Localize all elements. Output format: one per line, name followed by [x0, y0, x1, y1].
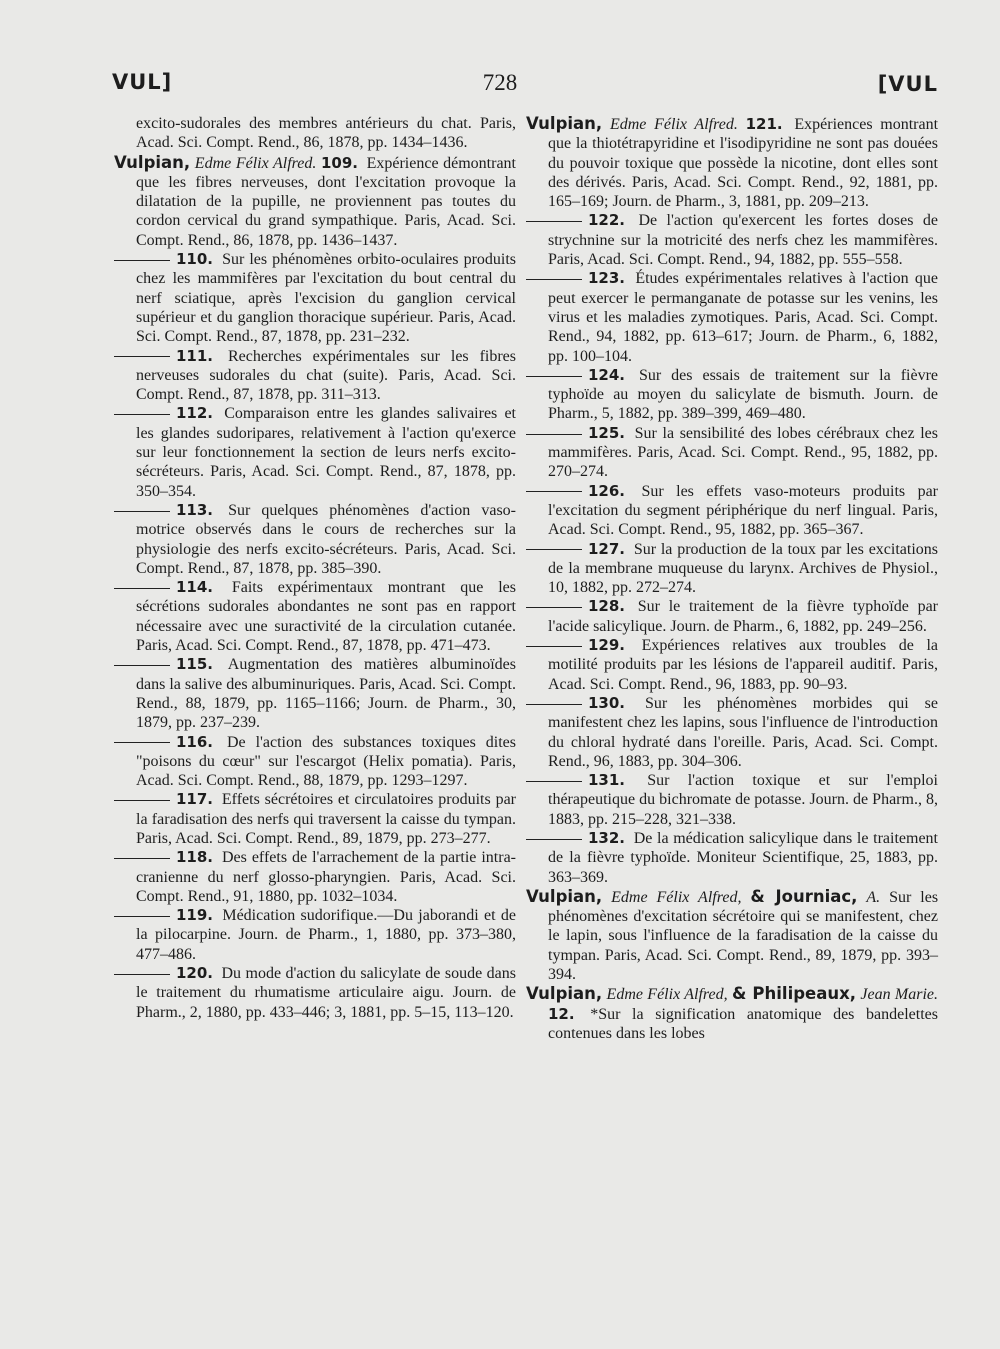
- bibliography-entry: [114, 404, 516, 500]
- entry-text: Expériences relatives aux troubles de la motilité produits par les lésions de l'appareil auditif. Paris, Acad. Sci. Compt. Rend., 96, 1883, pp. 90–93.: [548, 637, 939, 693]
- entry-text: Sur les phénomènes orbito-oculaires produits chez les mammifères par l'excitation du bout central du nerf sciatique, après l'excision du ganglion cervical supérieur et du ganglion thoracique supérieur. Paris, Acad. Sci. Compt. Rend., 87, 1878, pp. 231–232.: [136, 251, 517, 346]
- entry-number: 122.: [588, 211, 626, 230]
- page-number: 728: [482, 70, 518, 95]
- bibliography-entry: [526, 887, 938, 984]
- ditto-dash: [114, 356, 170, 357]
- entry-number: 109.: [320, 153, 358, 172]
- bibliography-entry: [526, 540, 938, 598]
- entry-text: Recherches expérimentales sur les fibres nerveuses sudorales du chat (suite). Paris, Acad. Sci. Compt. Rend., 87, 1878, pp. 311–313.: [136, 347, 517, 404]
- entry-text: De l'action qu'exercent les fortes doses de strychnine sur la motricité des nerfs chez les mammifères. Paris, Acad. Sci. Compt. Rend., 94, 1882, pp. 555–558.: [548, 212, 939, 269]
- bibliography-entry: [526, 366, 938, 424]
- ditto-dash: [526, 279, 582, 280]
- bibliography-entry: [526, 114, 938, 211]
- ditto-dash: [114, 974, 170, 975]
- bibliography-entry: [526, 424, 938, 482]
- entry-number: 124.: [588, 365, 626, 384]
- ditto-dash: [526, 376, 582, 377]
- entry-number: 125.: [588, 423, 626, 442]
- entry-text: Faits expérimentaux montrant que les sécrétions sudorales abondantes ne sont pas en rapport nécessaire avec une suractivité de la circulation cutanée. Paris, Acad. Sci. Compt. Rend., 87, 1878, pp. 471–473.: [136, 579, 517, 655]
- ditto-dash: [526, 607, 582, 608]
- bibliography-entry: [114, 153, 516, 250]
- ditto-dash: [114, 511, 170, 512]
- ditto-dash: [114, 742, 170, 743]
- bibliography-entry: [114, 790, 516, 848]
- ditto-dash: [526, 781, 582, 782]
- ditto-dash: [114, 858, 170, 859]
- entry-number: 128.: [588, 597, 626, 616]
- bibliography-entry: [114, 848, 516, 906]
- entry-text: Sur la sensibilité des lobes cérébraux chez les mammifères. Paris, Acad. Sci. Compt. Rend., 95, 1882, pp. 270–274.: [548, 424, 938, 481]
- bibliography-entry: [114, 347, 516, 405]
- entry-number: 129.: [588, 636, 626, 655]
- entry-text: Sur les phénomènes morbides qui se manifestent chez les lapins, sous l'influence de l'introduction du chloral hydraté dans l'oreille. Paris, Acad. Sci. Compt. Rend., 96, 1883, pp. 304–306.: [548, 694, 939, 770]
- entry-text: Comparaison entre les glandes salivaires et les glandes sudoripares, relativement à l'action qu'exerce sur leur fonctionnement la section de leurs nerfs excito-sécréteurs. Paris, Acad. Sci. Compt. Rend., 87, 1878, pp. 350–354.: [136, 405, 517, 500]
- entry-text: Sur l'action toxique et sur l'emploi thérapeutique du bichromate de potasse. Journ. de Pharm., 8, 1883, pp. 215–228, 321–338.: [548, 772, 938, 828]
- running-head: [0, 70, 1000, 110]
- coauthor-name: & Philipeaux,: [731, 984, 857, 1004]
- ditto-dash: [526, 549, 582, 550]
- author-name: Vulpian,: [526, 886, 603, 906]
- bibliography-entry: [526, 597, 938, 636]
- entry-text: Sur les phénomènes d'excitation sécrétoire qui se manifestent, chez le lapin, sous l'influence de la faradisation de la caisse du tympan. Paris, Acad. Sci. Compt. Rend., 89, 1879, pp. 393–394.: [548, 888, 939, 984]
- ditto-dash: [526, 434, 582, 435]
- bibliography-entry: [526, 482, 938, 540]
- left-column: [114, 114, 516, 1022]
- header-right: [VUL: [877, 72, 938, 96]
- ditto-dash: [114, 588, 170, 589]
- entry-number: 123.: [588, 269, 626, 288]
- entry-text: excito-sudorales des membres antérieurs du chat. Paris, Acad. Sci. Compt. Rend., 86, 1878, pp. 1434–1436.: [136, 115, 516, 152]
- entry-number: 116.: [176, 732, 214, 751]
- entry-number: 121.: [745, 115, 783, 133]
- author-given-names: Edme Félix Alfred.: [609, 116, 738, 133]
- entry-number: 119.: [176, 906, 214, 925]
- bibliography-entry: [526, 771, 938, 829]
- entry-number: 118.: [176, 848, 214, 867]
- author-given-names: Edme Félix Alfred,: [606, 986, 728, 1004]
- bibliography-entry: [114, 578, 516, 655]
- entry-text: Médication sudorifique.—Du jaborandi et de la pilocarpine. Journ. de Pharm., 1, 1880, pp. 373–380, 477–486.: [136, 907, 516, 963]
- entry-number: 130.: [588, 693, 626, 712]
- entry-text: *Sur la signification anatomique des bandelettes contenues dans les lobes: [548, 1005, 938, 1042]
- author-given-names: Edme Félix Alfred,: [611, 888, 742, 906]
- bibliography-entry: [526, 269, 938, 365]
- entry-number: 110.: [176, 250, 214, 269]
- coauthor-given-names: A.: [866, 888, 881, 906]
- entry-text: Sur les effets vaso-moteurs produits par l'excitation du segment périphérique du nerf lingual. Paris, Acad. Sci. Compt. Rend., 95, 1882, pp. 365–367.: [548, 482, 939, 539]
- entry-text: Expérience démontrant que les fibres nerveuses, dont l'excitation provoque la dilatation de la pupille, ne proviennent pas toutes du cordon cervical du grand sympathique. Paris, Acad. Sci. Compt. Rend., 86, 1878, pp. 1436–1437.: [136, 154, 517, 249]
- right-column: [526, 114, 938, 1043]
- bibliography-entry: [114, 250, 516, 346]
- author-given-names: Edme Félix Alfred.: [194, 154, 317, 172]
- entry-number: 117.: [176, 790, 214, 809]
- entry-text: De la médication salicylique dans le traitement de la fièvre typhoïde. Moniteur Scientifique, 25, 1883, pp. 363–369.: [548, 829, 939, 886]
- ditto-dash: [114, 916, 170, 917]
- entry-number: 113.: [176, 500, 214, 519]
- ditto-dash: [114, 260, 170, 261]
- bibliography-entry: [526, 211, 938, 269]
- bibliography-entry: [114, 733, 516, 791]
- entry-text: Effets sécrétoires et circulatoires produits par la faradisation des nerfs qui traversent la caisse du tympan. Paris, Acad. Sci. Compt. Rend., 89, 1879, pp. 273–277.: [136, 791, 517, 847]
- entry-text: Des effets de l'arrachement de la partie intra-cranienne du nerf glosso-pharyngien. Paris, Acad. Sci. Compt. Rend., 91, 1880, pp. 1032–1034.: [136, 849, 517, 905]
- entry-text: De l'action des substances toxiques dites "poisons du cœur" sur l'escargot (Helix pomatia). Paris, Acad. Sci. Compt. Rend., 88, 1879, pp. 1293–1297.: [136, 733, 516, 790]
- entry-text: Sur le traitement de la fièvre typhoïde par l'acide salicylique. Journ. de Pharm., 6, 1882, pp. 249–256.: [548, 598, 938, 635]
- entry-number: 127.: [588, 539, 626, 558]
- bibliography-entry: [114, 114, 516, 153]
- ditto-dash: [526, 646, 582, 647]
- bibliography-entry: [114, 655, 516, 732]
- entry-text: Sur des essais de traitement sur la fièvre typhoïde au moyen du salicylate de bismuth. Journ. de Pharm., 5, 1882, pp. 389–399, 469–480.: [548, 366, 939, 423]
- bibliography-entry: [526, 984, 938, 1043]
- entry-number: 120.: [176, 964, 214, 983]
- author-name: Vulpian,: [526, 114, 603, 133]
- ditto-dash: [526, 221, 582, 222]
- author-name: Vulpian,: [526, 984, 603, 1004]
- bibliography-entry: [526, 694, 938, 771]
- entry-text: Expériences montrant que la thiotétrapyridine et l'isodipyridine ne sont pas douées du pouvoir toxique que possède la nicotine, dont elles sont des dérivés. Paris, Acad. Sci. Compt. Rend., 92, 1881, pp. 165–169; Journ. de Pharm., 3, 1881, pp. 209–213.: [548, 116, 939, 211]
- entry-number: 111.: [176, 346, 214, 365]
- bibliography-entry: [114, 501, 516, 578]
- entry-number: 126.: [588, 481, 626, 500]
- header-left: VUL]: [112, 70, 173, 94]
- ditto-dash: [526, 704, 582, 705]
- author-name: Vulpian,: [114, 152, 191, 172]
- entry-number: 12.: [548, 1004, 575, 1023]
- ditto-dash: [526, 839, 582, 840]
- entry-number: 115.: [176, 655, 214, 674]
- entry-text: Études expérimentales relatives à l'action que peut exercer le permanganate de potasse sur les venins, les virus et les maladies zymotiques. Paris, Acad. Sci. Compt. Rend., 94, 1882, pp. 613–617; Journ. de Pharm., 6, 1882, pp. 100–104.: [548, 270, 938, 365]
- entry-text: Augmentation des matières albuminoïdes dans la salive des albuminuriques. Paris, Acad. Sci. Compt. Rend., 88, 1879, pp. 1165–1166; Journ. de Pharm., 30, 1879, pp. 237–239.: [136, 656, 516, 732]
- entry-number: 131.: [588, 771, 626, 790]
- ditto-dash: [114, 800, 170, 801]
- ditto-dash: [526, 491, 582, 492]
- bibliography-entry: [114, 906, 516, 964]
- entry-text: Du mode d'action du salicylate de soude dans le traitement du rhumatisme articulaire aigu. Journ. de Pharm., 2, 1880, pp. 433–446; 3, 1881, pp. 5–15, 113–120.: [136, 965, 517, 1021]
- entry-text: Sur la production de la toux par les excitations de la membrane muqueuse du larynx. Archives de Physiol., 10, 1882, pp. 272–274.: [548, 540, 939, 597]
- coauthor-name: & Journiac,: [750, 886, 858, 906]
- bibliography-entry: [114, 964, 516, 1022]
- entry-number: 132.: [588, 828, 626, 847]
- bibliography-entry: [526, 636, 938, 694]
- ditto-dash: [114, 665, 170, 666]
- entry-number: 112.: [176, 404, 214, 423]
- entry-number: 114.: [176, 578, 214, 597]
- ditto-dash: [114, 414, 170, 415]
- coauthor-given-names: Jean Marie.: [860, 986, 939, 1004]
- entry-text: Sur quelques phénomènes d'action vaso-motrice observés dans le cours de recherches sur la physiologie des nerfs excito-sécréteurs. Paris, Acad. Sci. Compt. Rend., 87, 1878, pp. 385–390.: [136, 501, 517, 577]
- bibliography-entry: [526, 829, 938, 887]
